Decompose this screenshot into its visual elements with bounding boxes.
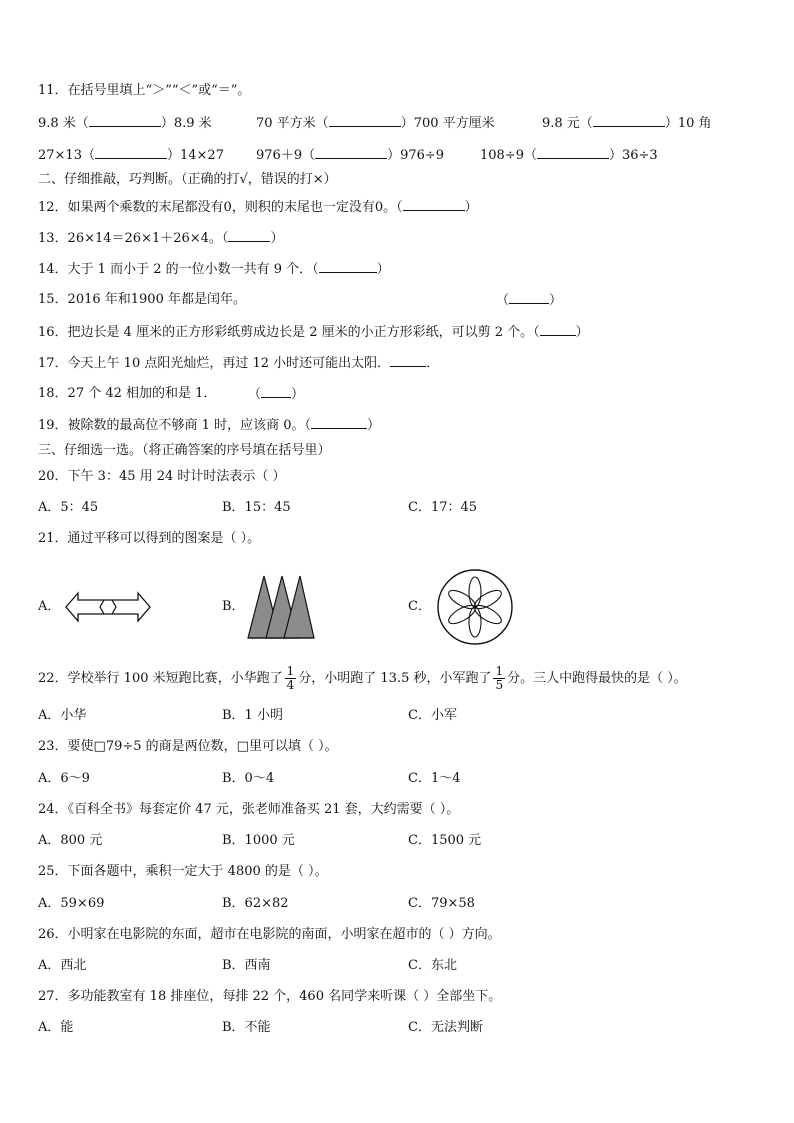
question-21: 21．通过平移可以得到的图案是（ ）。 bbox=[38, 531, 261, 546]
question-18-bracket: （ ） bbox=[248, 387, 305, 402]
option-c[interactable]: C．小军 bbox=[408, 708, 457, 723]
question-27: 27．多功能教室有 18 排座位，每排 22 个，460 名同学来听课（ ）全部坐下。 bbox=[38, 989, 502, 1004]
option-c[interactable]: C．17：45 bbox=[408, 500, 478, 515]
answer-blank[interactable] bbox=[228, 229, 270, 242]
option-a[interactable]: A．800 元 bbox=[38, 833, 103, 848]
question-16: 16．把边长是 4 厘米的正方形彩纸剪成边长是 2 厘米的小正方形彩纸，可以剪 2 个。（ ） bbox=[38, 325, 589, 340]
option-a-label[interactable]: A． bbox=[38, 599, 61, 614]
option-b[interactable]: B．西南 bbox=[222, 958, 271, 973]
fraction-one-fourth: $\frac{1}{4}$ bbox=[286, 664, 295, 692]
answer-blank[interactable] bbox=[329, 114, 401, 127]
option-b[interactable]: B．1 小明 bbox=[222, 708, 283, 723]
question-13: 13．26×14＝26×1＋26×4。（ ） bbox=[38, 231, 284, 246]
answer-blank[interactable] bbox=[315, 146, 387, 159]
q11-item-1: 9.8 米（ ）8.9 米 bbox=[38, 116, 212, 131]
question-26: 26．小明家在电影院的东面，超市在电影院的南面，小明家在超市的（ ）方向。 bbox=[38, 927, 501, 942]
option-a[interactable]: A．能 bbox=[38, 1020, 74, 1035]
question-17: 17．今天上午 10 点阳光灿烂，再过 12 小时还可能出太阳． ． bbox=[38, 356, 440, 371]
option-a[interactable]: A．5：45 bbox=[38, 500, 99, 515]
question-22: 22．学校举行 100 米短跑比赛，小华跑了 $\frac{1}{4}$ 分，小明跑了 13.5 秒，小军跑了 $\frac{1}{5}$ 分。三人中跑得最快的是（ ）。 bbox=[38, 664, 687, 692]
answer-blank[interactable] bbox=[89, 114, 161, 127]
option-b[interactable]: B．62×82 bbox=[222, 896, 289, 911]
question-24: 24．《百科全书》每套定价 47 元，张老师准备买 21 套，大约需要（ ）。 bbox=[38, 802, 460, 817]
q11-item-4: 27×13（ ）14×27 bbox=[38, 148, 224, 163]
option-c[interactable]: C．1～4 bbox=[408, 771, 461, 786]
option-c-label[interactable]: C． bbox=[408, 599, 431, 614]
question-20: 20．下午 3：45 用 24 时计时法表示（ ） bbox=[38, 469, 286, 484]
option-b[interactable]: B．不能 bbox=[222, 1020, 271, 1035]
q11-item-5: 976＋9（ ）976÷9 bbox=[256, 148, 445, 163]
q11-item-2: 70 平方米（ ）700 平方厘米 bbox=[256, 116, 495, 131]
option-c[interactable]: C．79×58 bbox=[408, 896, 475, 911]
option-b-label[interactable]: B． bbox=[222, 599, 245, 614]
triangles-figure bbox=[246, 574, 316, 640]
option-a[interactable]: A．59×69 bbox=[38, 896, 105, 911]
answer-blank[interactable] bbox=[537, 146, 609, 159]
option-c[interactable]: C．东北 bbox=[408, 958, 457, 973]
option-a[interactable]: A．6～9 bbox=[38, 771, 90, 786]
question-25: 25．下面各题中，乘积一定大于 4800 的是（ ）。 bbox=[38, 864, 328, 879]
question-15-bracket: （ ） bbox=[496, 293, 563, 308]
answer-blank[interactable] bbox=[261, 385, 291, 398]
q11-item-3: 9.8 元（ ）10 角 bbox=[542, 116, 712, 131]
q11-title: 11．在括号里填上“＞”“＜”或“＝”。 bbox=[38, 83, 251, 98]
answer-blank[interactable] bbox=[540, 323, 576, 336]
answer-blank[interactable] bbox=[593, 114, 665, 127]
question-12: 12．如果两个乘数的末尾都没有0，则积的末尾也一定没有0。（ ） bbox=[38, 200, 478, 215]
option-b[interactable]: B．1000 元 bbox=[222, 833, 295, 848]
answer-blank[interactable] bbox=[390, 354, 426, 367]
option-c[interactable]: C．无法判断 bbox=[408, 1020, 483, 1035]
answer-blank[interactable] bbox=[95, 146, 167, 159]
question-18: 18．27 个 42 相加的和是 1． bbox=[38, 386, 217, 401]
double-arrow-figure bbox=[64, 590, 152, 624]
question-23: 23．要使□79÷5 的商是两位数，□里可以填（ ）。 bbox=[38, 739, 338, 754]
answer-blank[interactable] bbox=[403, 198, 465, 211]
option-a[interactable]: A．小华 bbox=[38, 708, 87, 723]
flower-circle-figure bbox=[432, 568, 518, 646]
option-c[interactable]: C．1500 元 bbox=[408, 833, 482, 848]
question-15: 15．2016 年和1900 年都是闰年。 bbox=[38, 292, 246, 307]
answer-blank[interactable] bbox=[509, 291, 549, 304]
option-b[interactable]: B．0～4 bbox=[222, 771, 275, 786]
q11-item-6: 108÷9（ ）36÷3 bbox=[480, 148, 658, 163]
question-14: 14．大于 1 而小于 2 的一位小数一共有 9 个．（ ） bbox=[38, 262, 390, 277]
section3-heading: 三、仔细选一选。（将正确答案的序号填在括号里） bbox=[38, 443, 331, 458]
answer-blank[interactable] bbox=[319, 260, 377, 273]
answer-blank[interactable] bbox=[311, 416, 367, 429]
option-b[interactable]: B．15：45 bbox=[222, 500, 291, 515]
question-19: 19．被除数的最高位不够商 1 时，应该商 0。（ ） bbox=[38, 418, 380, 433]
fraction-one-fifth: $\frac{1}{5}$ bbox=[495, 664, 504, 692]
section2-heading: 二、仔细推敲，巧判断。（正确的打√，错误的打×） bbox=[38, 172, 337, 187]
option-a[interactable]: A．西北 bbox=[38, 958, 87, 973]
